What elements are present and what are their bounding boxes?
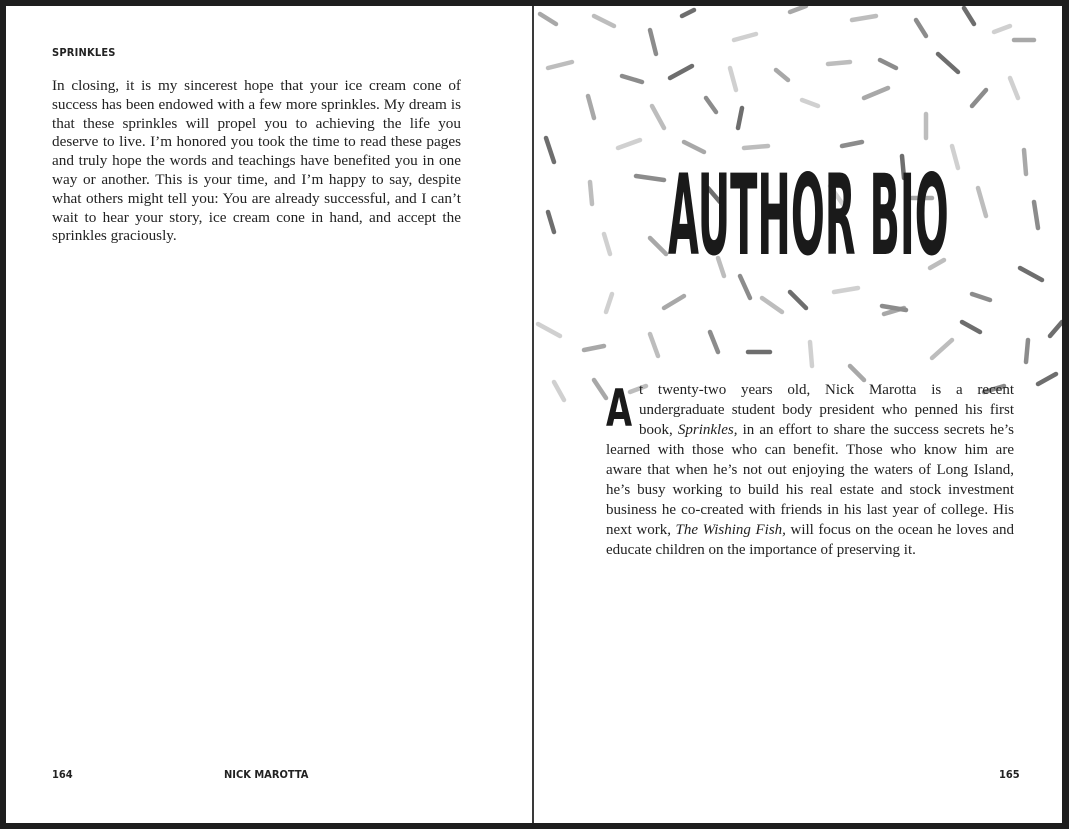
book-spread — [6, 6, 1062, 823]
sprinkle — [650, 334, 658, 356]
right-page — [534, 6, 1062, 823]
footer-author: NICK MAROTTA — [224, 768, 309, 781]
bio-text-segment: will focus on the ocean he loves and educate children on the importance of preserving it. — [606, 522, 1015, 558]
bio-text-segment: t twenty-two years old, Nick Marotta is a recent undergraduate student body president who penned his first book, — [639, 382, 1014, 438]
sprinkle — [810, 342, 812, 366]
sprinkle — [932, 340, 952, 358]
sprinkle — [850, 366, 864, 380]
left-page — [6, 6, 532, 823]
bio-italic-title: The Wishing Fish, — [675, 522, 786, 538]
bio-text — [606, 379, 1015, 558]
sprinkle — [710, 332, 718, 352]
author-bio — [606, 380, 1014, 560]
bio-text-segment: in an effort to share the success secrets he’s learned with those who can benefit. Those who know him are aware that when he’s not out enjoying the waters of Long Island, he’s busy working to build his real estate and stock investment business he co-created with friends in his last year of college. His next work, — [606, 422, 1014, 538]
sprinkle — [962, 322, 980, 332]
running-head: SPRINKLES — [52, 46, 116, 59]
page-number-right: 165 — [999, 768, 1020, 781]
page-number-left: 164 — [52, 768, 73, 781]
sprinkle — [1026, 340, 1028, 362]
sprinkle — [584, 346, 604, 350]
sprinkle — [538, 324, 560, 336]
chapter-title-container — [534, 6, 1062, 306]
sprinkle — [1050, 322, 1062, 336]
chapter-title: AUTHOR BIO — [668, 150, 949, 281]
bio-italic-title: Sprinkles, — [677, 422, 738, 438]
sprinkle — [1038, 374, 1056, 384]
sprinkle — [594, 380, 606, 398]
drop-cap: A — [606, 379, 633, 439]
closing-paragraph: In closing, it is my sincerest hope that your ice cream cone of success has been endowed with a few more sprinkles. My dream is that these sprinkles will propel you to achieving the life you deserve to live. I’m honored you took the time to read these pages and truly hope the words and teachings have benefited you in one way or another. This is your time, and I’m happy to say, despite what others might tell you: You are already successful, and I can’t wait to hear your story, ice cream cone in hand, and accept the sprinkles graciously. — [52, 77, 461, 245]
sprinkle — [554, 382, 564, 400]
